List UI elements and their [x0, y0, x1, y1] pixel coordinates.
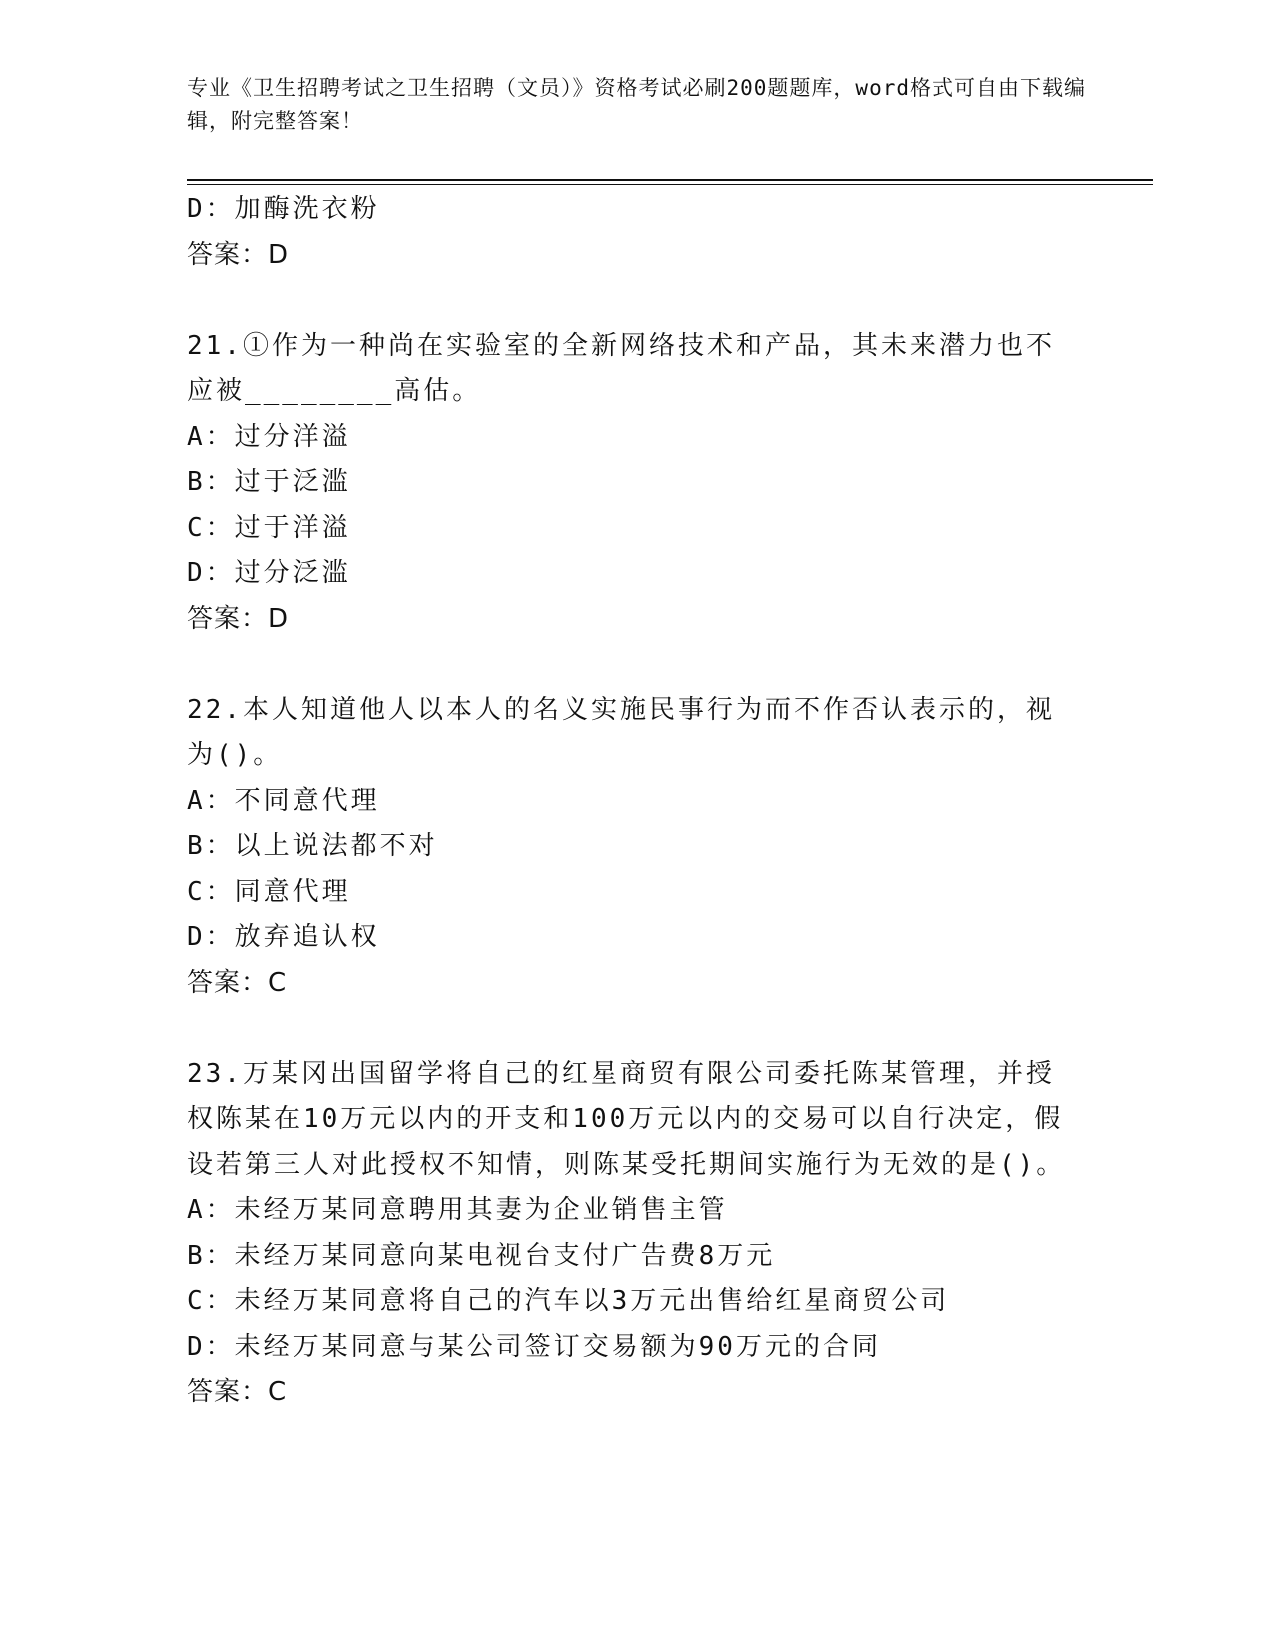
- option-b: B：以上说法都不对: [187, 831, 438, 861]
- header-rule-thin: [187, 184, 1153, 185]
- option-b: B：过于泛滥: [187, 467, 351, 497]
- option-d: D：过分泛滥: [187, 558, 351, 588]
- option-d: D：放弃追认权: [187, 922, 380, 952]
- question-stem: 21.①作为一种尚在实验室的全新网络技术和产品，其未来潜力也不应被________高估。: [187, 330, 1055, 406]
- question-stem: 22.本人知道他人以本人的名义实施民事行为而不作否认表示的，视为()。: [187, 694, 1055, 770]
- answer-line: 答案：C: [187, 967, 288, 998]
- header-rule-thick: [187, 179, 1153, 181]
- question-stem: 23.万某冈出国留学将自己的红星商贸有限公司委托陈某管理，并授权陈某在10万元以内的开支和100万元以内的交易可以自行决定，假设若第三人对此授权不知情，则陈某受托期间实施行为无效的是()。: [187, 1058, 1066, 1180]
- option-c: C：未经万某同意将自己的汽车以3万元出售给红星商贸公司: [187, 1286, 950, 1316]
- option-a: A：未经万某同意聘用其妻为企业销售主管: [187, 1195, 728, 1225]
- option-d: D：加酶洗衣粉: [187, 194, 380, 224]
- answer-line: 答案：D: [187, 239, 290, 270]
- option-a: A：过分洋溢: [187, 421, 351, 452]
- document-header: 专业《卫生招聘考试之卫生招聘（文员）》资格考试必刷200题题库，word格式可自由下载编辑，附完整答案！: [187, 76, 1086, 133]
- question-22: [187, 688, 1087, 1007]
- question-23: [187, 1052, 1087, 1416]
- option-d: D：未经万某同意与某公司签订交易额为90万元的合同: [187, 1331, 881, 1362]
- option-c: C：同意代理: [187, 876, 351, 907]
- option-c: C：过于洋溢: [187, 512, 351, 543]
- document-body: [187, 187, 1087, 1416]
- answer-line: 答案：D: [187, 603, 290, 634]
- question-21: [187, 324, 1087, 643]
- answer-line: 答案：C: [187, 1377, 288, 1407]
- option-a: A：不同意代理: [187, 785, 380, 816]
- prev-question-tail: [187, 187, 1087, 278]
- option-b: B：未经万某同意向某电视台支付广告费8万元: [187, 1240, 776, 1271]
